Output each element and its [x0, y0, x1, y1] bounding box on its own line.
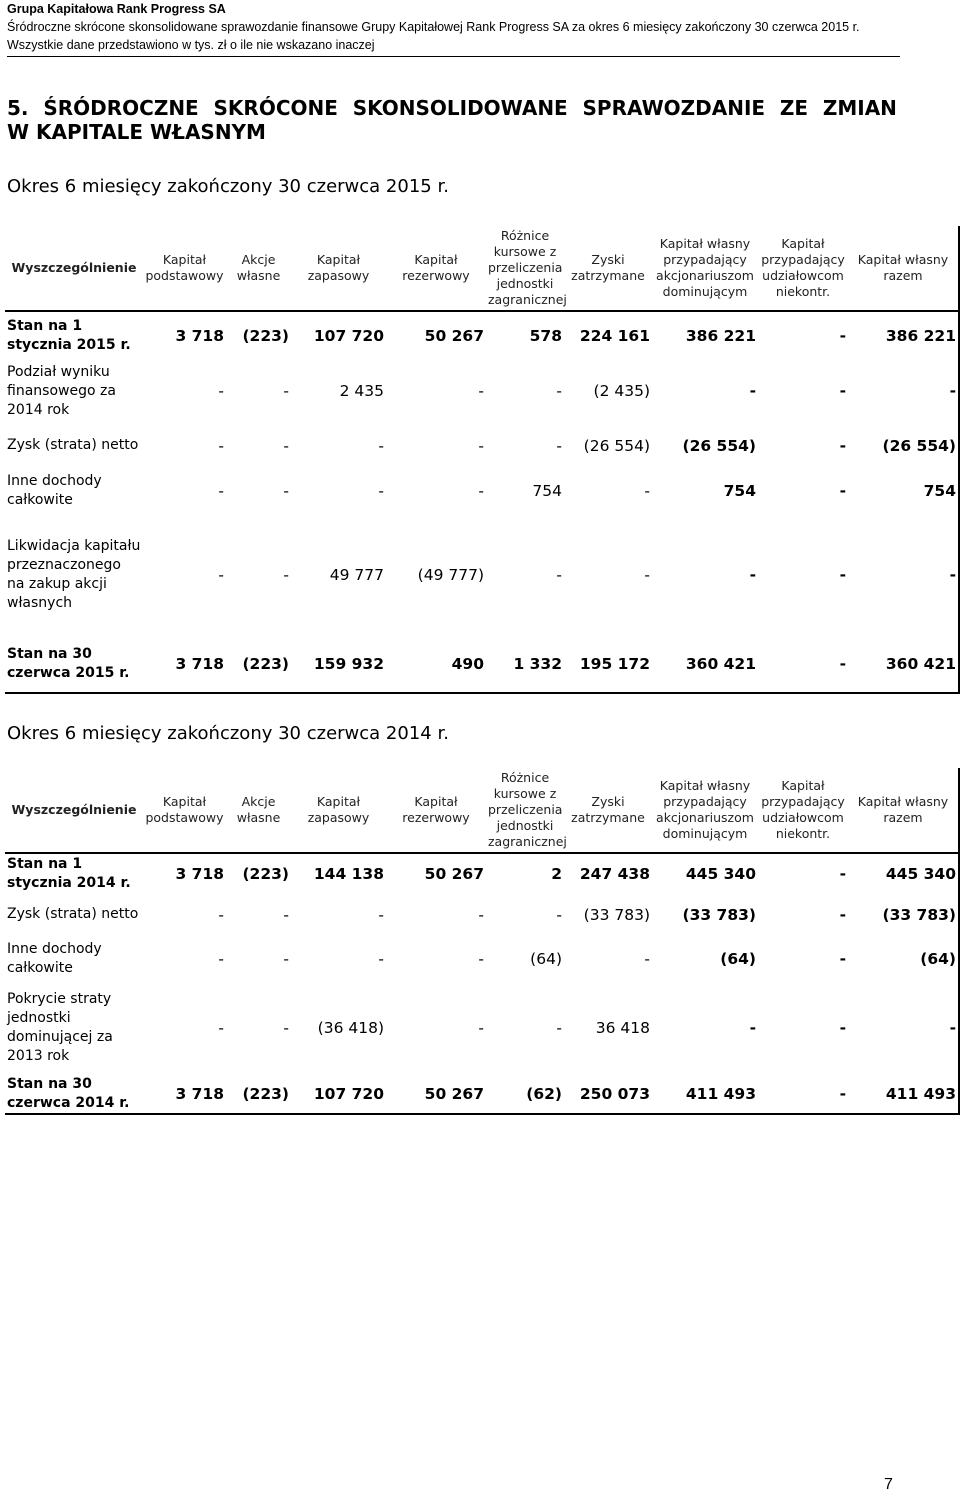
value-cell: (223) — [242, 864, 289, 883]
value-cell: - — [644, 949, 650, 968]
row-label: Zysk (strata) netto — [7, 906, 139, 922]
value-cell: - — [839, 436, 846, 455]
value-cell: - — [848, 514, 959, 636]
value-cell: (223) — [242, 655, 289, 673]
value-cell: (2 435) — [593, 382, 650, 400]
table-row — [5, 981, 959, 1075]
value-cell: 445 340 — [685, 864, 756, 883]
value-cell: - — [218, 482, 224, 500]
value-cell: - — [218, 382, 224, 400]
title-word: ŚRÓDROCZNE — [43, 96, 199, 120]
table-header-row — [5, 226, 959, 311]
column-header: Kapitał własny razem — [848, 226, 959, 311]
value-cell: - — [218, 1019, 224, 1037]
value-cell: (26 554) — [583, 436, 650, 455]
value-cell: - — [283, 905, 289, 924]
value-cell: - — [839, 1019, 846, 1037]
value-cell: 386 221 — [848, 311, 959, 359]
table-header-row — [5, 768, 959, 853]
value-cell: (223) — [242, 1085, 289, 1103]
value-cell: - — [848, 981, 959, 1075]
value-cell: 50 267 — [424, 1085, 484, 1103]
column-header: Kapitał własny razem — [848, 768, 959, 853]
title-word: SKRÓCONE — [213, 96, 338, 120]
table-row — [5, 853, 959, 893]
value-cell: - — [749, 1019, 756, 1037]
title-word: 5. — [7, 96, 29, 120]
table-row — [5, 468, 959, 514]
value-cell: (64) — [530, 949, 562, 968]
column-header: Kapitał własny przypadający akcjonariuszom dominującym — [656, 778, 754, 841]
value-cell: (36 418) — [317, 1019, 384, 1037]
value-cell: 3 718 — [175, 864, 224, 883]
row-label: Podział wyniku finansowego za 2014 rok — [7, 363, 116, 418]
value-cell: - — [556, 905, 562, 924]
value-cell: 386 221 — [685, 326, 756, 345]
column-header: Kapitał podstawowy — [145, 252, 224, 283]
column-header: Wyszczególnienie — [11, 802, 137, 817]
table-row — [5, 514, 959, 636]
row-label: Stan na 1 stycznia 2015 r. — [7, 317, 131, 353]
equity-changes-table-2014 — [5, 768, 960, 1115]
value-cell: - — [218, 949, 224, 968]
column-header: Kapitał zapasowy — [307, 252, 370, 283]
row-label: Inne dochody całkowite — [7, 473, 102, 508]
value-cell: - — [478, 1019, 484, 1037]
value-cell: 1 332 — [513, 655, 562, 673]
value-cell: - — [378, 905, 384, 924]
row-label: Stan na 30 czerwca 2014 r. — [7, 1076, 130, 1111]
column-header: Akcje własne — [236, 794, 281, 825]
value-cell: (64) — [720, 949, 756, 968]
row-label: Zysk (strata) netto — [7, 437, 139, 453]
column-header: Zyski zatrzymane — [571, 794, 645, 825]
value-cell: - — [839, 1085, 846, 1103]
value-cell: 411 493 — [685, 1085, 756, 1103]
table-row — [5, 893, 959, 936]
value-cell: 50 267 — [424, 326, 484, 345]
table-row — [5, 359, 959, 423]
column-header: Kapitał przypadający udziałowcom niekontr. — [761, 236, 845, 299]
row-label: Stan na 1 stycznia 2014 r. — [7, 855, 131, 891]
value-cell: - — [283, 382, 289, 400]
value-cell: 754 — [723, 482, 756, 500]
value-cell: 36 418 — [595, 1019, 650, 1037]
value-cell: (33 783) — [583, 905, 650, 924]
value-cell: - — [556, 1019, 562, 1037]
page-number: 7 — [884, 1476, 893, 1493]
value-cell: 107 720 — [313, 1085, 384, 1103]
column-header: Kapitał rezerwowy — [402, 794, 470, 825]
value-cell: - — [839, 864, 846, 883]
value-cell: - — [839, 566, 846, 584]
table-row — [5, 423, 959, 468]
column-header: Różnice kursowe z przeliczenia jednostki zagranicznej — [488, 228, 567, 307]
value-cell: - — [848, 359, 959, 423]
value-cell: 445 340 — [848, 853, 959, 893]
value-cell: - — [749, 382, 756, 400]
value-cell: - — [556, 382, 562, 400]
value-cell: (64) — [848, 936, 959, 981]
value-cell: 159 932 — [313, 655, 384, 673]
row-label: Likwidacja kapitału przeznaczonego na zakup akcji własnych — [7, 538, 141, 611]
table-row — [5, 311, 959, 359]
value-cell: (26 554) — [848, 423, 959, 468]
value-cell: 49 777 — [329, 566, 384, 584]
value-cell: - — [378, 436, 384, 455]
column-header: Kapitał własny przypadający akcjonariuszom dominującym — [656, 236, 754, 299]
value-cell: 250 073 — [579, 1085, 650, 1103]
column-header: Kapitał zapasowy — [307, 794, 370, 825]
value-cell: - — [644, 566, 650, 584]
value-cell: - — [839, 905, 846, 924]
column-header: Akcje własne — [236, 252, 281, 283]
value-cell: - — [478, 482, 484, 500]
value-cell: 411 493 — [848, 1075, 959, 1114]
column-header: Kapitał rezerwowy — [402, 252, 470, 283]
company-name: Grupa Kapitałowa Rank Progress SA — [7, 2, 226, 16]
value-cell: 107 720 — [313, 326, 384, 345]
value-cell: - — [283, 1019, 289, 1037]
value-cell: 360 421 — [848, 636, 959, 693]
equity-changes-table-2015 — [5, 226, 960, 694]
value-cell: (223) — [242, 326, 289, 345]
period-2014-heading: Okres 6 miesięcy zakończony 30 czerwca 2014 r. — [7, 723, 449, 744]
value-cell: 490 — [451, 655, 484, 673]
value-cell: - — [478, 949, 484, 968]
value-cell: 2 — [551, 864, 562, 883]
value-cell: 3 718 — [175, 1085, 224, 1103]
value-cell: - — [218, 436, 224, 455]
page-header — [7, 0, 900, 57]
value-cell: - — [218, 905, 224, 924]
value-cell: 578 — [529, 326, 562, 345]
value-cell: - — [378, 482, 384, 500]
value-cell: - — [283, 949, 289, 968]
section-title-line2: W KAPITALE WŁASNYM — [7, 120, 266, 144]
value-cell: - — [749, 566, 756, 584]
title-word: ZE — [779, 96, 809, 120]
value-cell: - — [839, 382, 846, 400]
value-cell: - — [839, 655, 846, 673]
value-cell: - — [283, 436, 289, 455]
value-cell: 247 438 — [579, 864, 650, 883]
table-row — [5, 636, 959, 693]
value-cell: 144 138 — [313, 864, 384, 883]
value-cell: 195 172 — [579, 655, 650, 673]
column-header: Różnice kursowe z przeliczenia jednostki zagranicznej — [488, 770, 567, 849]
table-row — [5, 936, 959, 981]
value-cell: (33 783) — [682, 905, 756, 924]
value-cell: 3 718 — [175, 655, 224, 673]
column-header: Kapitał przypadający udziałowcom niekontr. — [761, 778, 845, 841]
value-cell: (62) — [526, 1085, 562, 1103]
title-word: ZMIAN — [822, 96, 897, 120]
value-cell: 360 421 — [685, 655, 756, 673]
section-title-line1 — [7, 96, 897, 120]
value-cell: - — [478, 382, 484, 400]
value-cell: 50 267 — [424, 864, 484, 883]
title-word: SPRAWOZDANIE — [582, 96, 766, 120]
report-title: Śródroczne skrócone skonsolidowane sprawozdanie finansowe Grupy Kapitałowej Rank Progress SA za okres 6 miesięcy zakończony 30 czerwca 2015 r. — [7, 20, 860, 34]
value-cell: - — [378, 949, 384, 968]
column-header: Zyski zatrzymane — [571, 252, 645, 283]
value-cell: 2 435 — [339, 382, 384, 400]
value-cell: - — [218, 566, 224, 584]
value-cell: 754 — [848, 468, 959, 514]
value-cell: - — [283, 566, 289, 584]
column-header: Wyszczególnienie — [11, 260, 137, 275]
value-cell: - — [478, 436, 484, 455]
row-label: Pokrycie straty jednostki dominującej za 2013 rok — [7, 991, 113, 1064]
value-cell: 754 — [532, 482, 562, 500]
value-cell: 3 718 — [175, 326, 224, 345]
value-cell: - — [839, 482, 846, 500]
value-cell: (26 554) — [682, 436, 756, 455]
table-row — [5, 1075, 959, 1114]
row-label: Stan na 30 czerwca 2015 r. — [7, 646, 130, 681]
period-2015-heading: Okres 6 miesięcy zakończony 30 czerwca 2015 r. — [7, 176, 449, 197]
units-note: Wszystkie dane przedstawiono w tys. zł o ile nie wskazano inaczej — [7, 38, 375, 52]
value-cell: 224 161 — [579, 326, 650, 345]
value-cell: - — [839, 326, 846, 345]
value-cell: (49 777) — [417, 566, 484, 584]
value-cell: - — [556, 436, 562, 455]
value-cell: (33 783) — [848, 893, 959, 936]
value-cell: - — [644, 482, 650, 500]
value-cell: - — [478, 905, 484, 924]
title-word: SKONSOLIDOWANE — [352, 96, 568, 120]
value-cell: - — [283, 482, 289, 500]
value-cell: - — [839, 949, 846, 968]
row-label: Inne dochody całkowite — [7, 940, 102, 976]
section-title — [7, 96, 897, 144]
column-header: Kapitał podstawowy — [145, 794, 224, 825]
value-cell: - — [556, 566, 562, 584]
